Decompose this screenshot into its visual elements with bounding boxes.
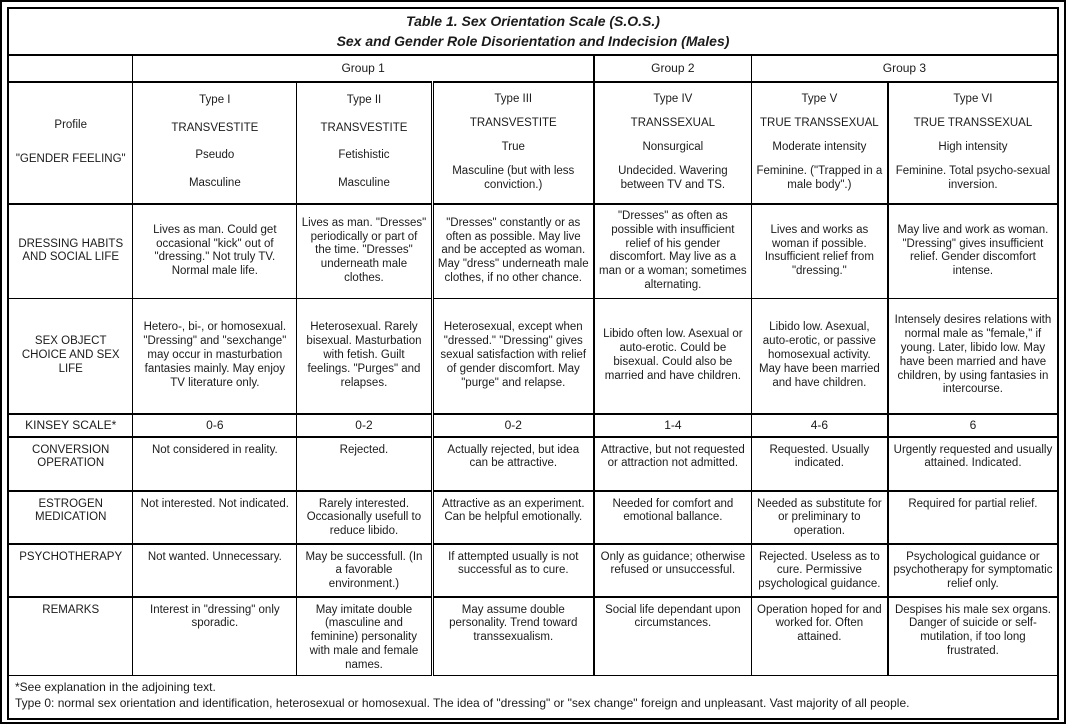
cell-psychotherapy-type-4: Only as guidance; otherwise refused or unsuccessful.: [594, 544, 752, 597]
type-name: TRANSVESTITE: [469, 116, 557, 129]
cell-sexobject-type-6: Intensely desires relations with normal male as "female," if young. Later, libido low. May have been married and have children, by using fantasies in intercourse.: [888, 299, 1058, 414]
table-title-line1: Table 1. Sex Orientation Scale (S.O.S.): [406, 13, 660, 29]
cell-conversion-type-6: Urgently requested and usually attained. Indicated.: [888, 437, 1058, 491]
profile-label: Profile: [54, 118, 88, 131]
cell-estrogen-type-1: Not interested. Not indicated.: [133, 491, 297, 544]
profile-cell-type-2: [297, 82, 432, 204]
cell-dressing-type-2: Lives as man. "Dresses" periodically or part of the time. "Dresses" underneath male clothes.: [297, 204, 432, 299]
footnotes-cell: [8, 675, 1058, 719]
group-2-header: Group 2: [594, 55, 752, 82]
cell-dressing-type-1: Lives as man. Could get occasional "kick" out of "dressing." Not truly TV. Normal male life.: [133, 204, 297, 299]
table-title-line2: Sex and Gender Role Disorientation and Indecision (Males): [336, 33, 730, 50]
cell-kinsey-type-3: 0-2: [432, 414, 594, 437]
type-heading: Type IV: [653, 92, 693, 105]
cell-estrogen-type-2: Rarely interested. Occasionally usefull to reduce libido.: [297, 491, 432, 544]
cell-kinsey-type-4: 1-4: [594, 414, 752, 437]
row-label-profile: [8, 82, 133, 204]
type-subtype: Pseudo: [195, 149, 235, 162]
type-name: TRUE TRANSSEXUAL: [913, 116, 1033, 129]
cell-estrogen-type-4: Needed for comfort and emotional ballance.: [594, 491, 752, 544]
cell-estrogen-type-5: Needed as substitute for or preliminary to operation.: [751, 491, 888, 544]
row-label-kinsey-scale: KINSEY SCALE*: [8, 414, 133, 437]
profile-cell-type-1: [133, 82, 297, 204]
cell-estrogen-type-6: Required for partial relief.: [888, 491, 1058, 544]
profile-cell-type-3: [432, 82, 594, 204]
cell-conversion-type-4: Attractive, but not requested or attraction not admitted.: [594, 437, 752, 491]
cell-sexobject-type-3: Heterosexual, except when "dressed." "Dressing" gives sexual satisfaction with relief of gender discomfort. May "purge" and relapse.: [432, 299, 594, 414]
cell-dressing-type-3: "Dresses" constantly or as often as possible. May live and be accepted as woman. May "dress" underneath male clothes, if no other chance.: [432, 204, 594, 299]
type-subtype: High intensity: [938, 140, 1008, 153]
cell-kinsey-type-1: 0-6: [133, 414, 297, 437]
type-name: TRANSSEXUAL: [630, 116, 716, 129]
cell-sexobject-type-1: Hetero-, bi-, or homosexual. "Dressing" and "sexchange" may occur in masturbation fantasies mainly. May enjoy TV literature only.: [133, 299, 297, 414]
cell-dressing-type-4: "Dresses" as often as possible with insufficient relief of his gender discomfort. May live as a man or a woman; sometimes alternating.: [594, 204, 752, 299]
cell-psychotherapy-type-2: May be successfull. (In a favorable environment.): [297, 544, 432, 597]
row-label-dressing-habits: DRESSING HABITS AND SOCIAL LIFE: [8, 204, 133, 299]
footnote-type-0: Type 0: normal sex orientation and identification, heterosexual or homosexual. The idea of "dressing" or "sex change" foreign and unpleasant. Vast majority of all people.: [15, 695, 910, 710]
gender-feeling-label: "GENDER FEELING": [15, 152, 126, 165]
cell-psychotherapy-type-5: Rejected. Useless as to cure. Permissive psychological guidance.: [751, 544, 888, 597]
cell-sexobject-type-5: Libido low. Asexual, auto-erotic, or passive homosexual activity. May have been married and have children.: [751, 299, 888, 414]
type-heading: Type II: [346, 94, 382, 107]
type-subtype: Moderate intensity: [772, 140, 867, 153]
type-heading: Type V: [801, 92, 838, 105]
table-title-cell: [8, 8, 1058, 55]
profile-cell-type-4: [594, 82, 752, 204]
cell-remarks-type-2: May imitate double (masculine and feminine) personality with male and female names.: [297, 597, 432, 675]
type-subtype: True: [501, 140, 525, 153]
profile-spacer-top: [13, 88, 128, 109]
type-feeling: Masculine (but with less conviction.): [452, 164, 575, 191]
cell-dressing-type-6: May live and work as woman. "Dressing" gives insufficient relief. Gender discomfort intense.: [888, 204, 1058, 299]
cell-psychotherapy-type-6: Psychological guidance or psychotherapy for symptomatic relief only.: [888, 544, 1058, 597]
cell-remarks-type-1: Interest in "dressing" only sporadic.: [133, 597, 297, 675]
cell-conversion-type-2: Rejected.: [297, 437, 432, 491]
type-subtype: Nonsurgical: [642, 140, 704, 153]
cell-sexobject-type-2: Heterosexual. Rarely bisexual. Masturbation with fetish. Guilt feelings. "Purges" and relapses.: [297, 299, 432, 414]
row-label-remarks: REMARKS: [8, 597, 133, 675]
cell-sexobject-type-4: Libido often low. Asexual or auto-erotic. Could be bisexual. Could also be married and have children.: [594, 299, 752, 414]
cell-remarks-type-6: Despises his male sex organs. Danger of suicide or self-mutilation, if too long frustrated.: [888, 597, 1058, 675]
row-label-conversion-operation: CONVERSION OPERATION: [8, 437, 133, 491]
type-feeling: Masculine: [338, 176, 390, 189]
type-heading: Type I: [199, 94, 231, 107]
cell-remarks-type-4: Social life dependant upon circumstances.: [594, 597, 752, 675]
profile-spacer-bottom: [13, 177, 128, 198]
sos-table: [7, 7, 1059, 720]
cell-kinsey-type-2: 0-2: [297, 414, 432, 437]
cell-estrogen-type-3: Attractive as an experiment. Can be helpful emotionally.: [432, 491, 594, 544]
type-feeling: Masculine: [188, 176, 241, 189]
cell-conversion-type-5: Requested. Usually indicated.: [751, 437, 888, 491]
type-feeling: Undecided. Wavering between TV and TS.: [618, 164, 728, 191]
profile-cell-type-5: [751, 82, 888, 204]
cell-psychotherapy-type-1: Not wanted. Unnecessary.: [133, 544, 297, 597]
cell-dressing-type-5: Lives and works as woman if possible. Insufficient relief from "dressing.": [751, 204, 888, 299]
row-label-psychotherapy: PSYCHOTHERAPY: [8, 544, 133, 597]
group-1-header: Group 1: [133, 55, 594, 82]
type-subtype: Fetishistic: [338, 149, 390, 162]
group-row-empty-cell: [8, 55, 133, 82]
cell-conversion-type-3: Actually rejected, but idea can be attractive.: [432, 437, 594, 491]
profile-cell-type-6: [888, 82, 1058, 204]
type-feeling: Feminine. ("Trapped in a male body".): [756, 164, 883, 191]
cell-psychotherapy-type-3: If attempted usually is not successful as to cure.: [432, 544, 594, 597]
cell-conversion-type-1: Not considered in reality.: [133, 437, 297, 491]
type-heading: Type III: [494, 92, 533, 105]
row-label-sex-object: SEX OBJECT CHOICE AND SEX LIFE: [8, 299, 133, 414]
type-name: TRANSVESTITE: [171, 121, 259, 134]
group-3-header: Group 3: [751, 55, 1058, 82]
type-feeling: Feminine. Total psycho-sexual inversion.: [895, 164, 1051, 191]
row-label-estrogen-medication: ESTROGEN MEDICATION: [8, 491, 133, 544]
cell-kinsey-type-6: 6: [888, 414, 1058, 437]
cell-remarks-type-5: Operation hoped for and worked for. Often attained.: [751, 597, 888, 675]
cell-kinsey-type-5: 4-6: [751, 414, 888, 437]
type-heading: Type VI: [953, 92, 993, 105]
type-name: TRUE TRANSSEXUAL: [760, 116, 879, 129]
type-name: TRANSVESTITE: [320, 121, 408, 134]
footnote-asterisk: *See explanation in the adjoining text.: [15, 679, 216, 694]
cell-remarks-type-3: May assume double personality. Trend toward transsexualism.: [432, 597, 594, 675]
